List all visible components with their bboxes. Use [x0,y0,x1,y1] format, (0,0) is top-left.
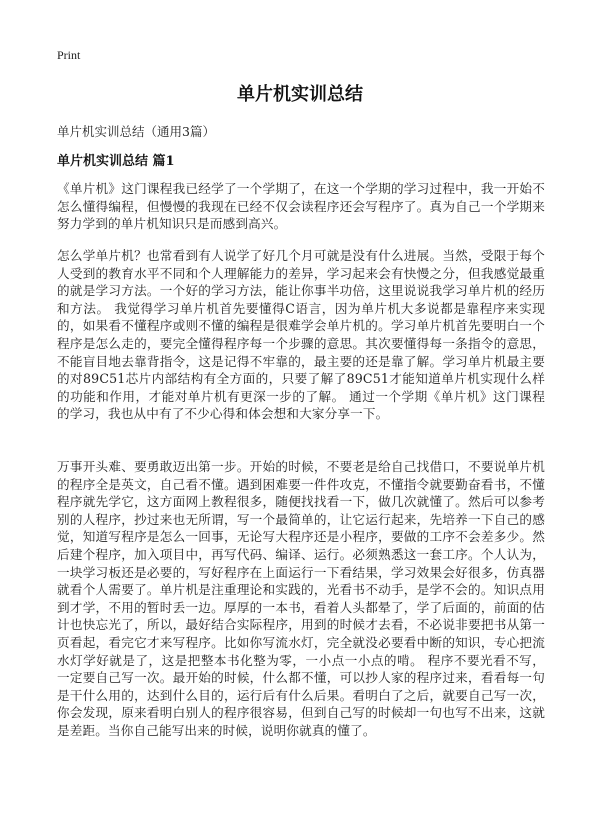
paragraph-2: 怎么学单片机？也常看到有人说学了好几个月可就是没有什么进展。当然，受限于每个人受到的教育水平不同和个人理解能力的差异，学习起来会有快慢之分，但我感觉最重的就是学习方法。一个好的学习方法，能让你事半功倍，这里说说我学习单片机的经历和方法。 我觉得学习单片机首先要懂得C语言，因为单片机大多说都是靠程序来实现的，如果看不懂程序或则不懂的编程是很难学会单片机的。学习单片机首先要明白一个程序是怎么走的，要完全懂得程序每一个步骤的意思。其次要懂得每一条指令的意思，不能盲目地去靠背指令，这是记得不牢靠的，最主要的还是靠了解。学习单片机最主要的对89C51芯片内部结构有全方面的，只要了解了89C51才能知道单片机实现什么样的功能和作用，才能对单片机有更深一步的了解。 通过一个学期《单片机》这门课程的学习，我也从中有了不少心得和体会想和大家分享一下。 [57,248,545,422]
section-heading: 单片机实训总结 篇1 [57,154,175,169]
document-subtitle: 单片机实训总结（通用3篇） [57,124,215,139]
print-link[interactable]: Print [57,48,81,62]
page-title: 单片机实训总结 [237,84,363,105]
paragraph-3: 万事开头难、要勇敢迈出第一步。开始的时候，不要老是给自己找借口，不要说单片机的程序全是英文，自己看不懂。遇到困难要一件件攻克，不懂指令就要勤奋看书，不懂程序就先学它，这方面网上教程很多，随便找找看一下，做几次就懂了。然后可以参考别的人程序，抄过来也无所谓，写一个最简单的，让它运行起来，先培养一下自己的感觉，知道写程序是怎么一回事，无论写大程序还是小程序，要做的工序不会差多少。然后建个程序，加入项目中，再写代码、编译、运行。必须熟悉这一套工序。个人认为，一块学习板还是必要的，写好程序在上面运行一下看结果，学习效果会好很多，仿真器就看个人需要了。单片机是注重理论和实践的，光看书不动手，是学不会的。知识点用到才学，不用的暂时丢一边。厚厚的一本书，看着人头都晕了，学了后面的，前面的估计也快忘光了，所以，最好结合实际程序，用到的时候才去看，不必说非要把书从第一页看起，看完它才来写程序。比如你写流水灯，完全就没必要看中断的知识，专心把流水灯学好就是了，这是把整本书化整为零，一小点一小点的啃。 程序不要光看不写，一定要自己写一次。最开始的时候，什么都不懂，可以抄人家的程序过来，看看每一句是干什么用的，达到什么目的，运行后有什么后果。看明白了之后，就要自己写一次，你会发现，原来看明白别人的程序很容易，但到自己写的时候却一句也写不出来，这就是差距。当你自己能写出来的时候，说明你就真的懂了。 [57,459,545,738]
paragraph-1: 《单片机》这门课程我已经学了一个学期了，在这一个学期的学习过程中，我一开始不怎么懂得编程，但慢慢的我现在已经不仅会读程序还会写程序了。真为自己一个学期来努力学到的单片机知识只是而感到高兴。 [57,181,545,232]
